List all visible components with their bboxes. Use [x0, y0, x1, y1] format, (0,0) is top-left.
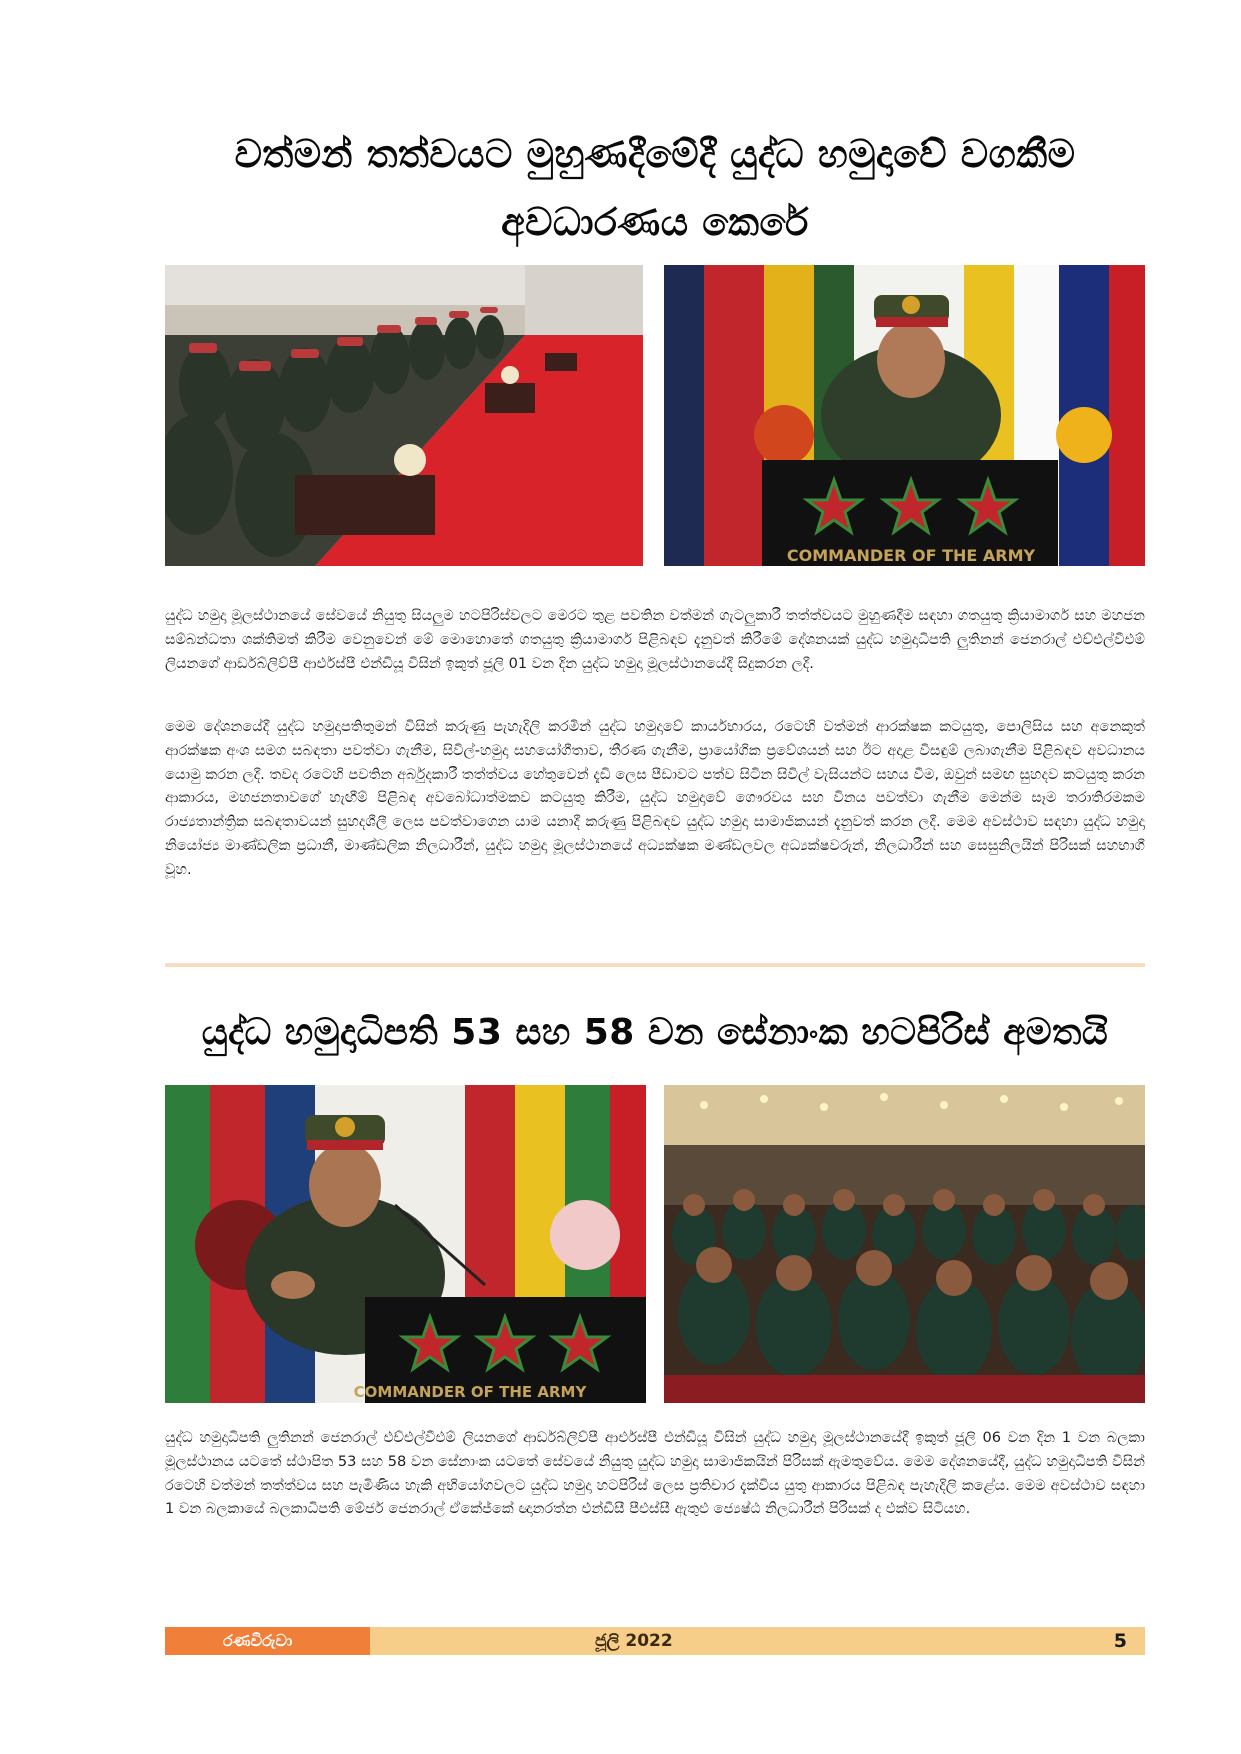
- article1-paragraph-2: මෙම දේශනයේදී යුද්ධ හමුදාපතිතුමන් විසින් කරුණු පැහැදිලි කරමින් යුද්ධ හමුදාවේ කාර්යභාරය, රටෙහි වත්මන් ආරක්ෂක කටයුතු, පොලිසිය සහ අනෙකුත් ආරක්ෂක අංශ සමග සබඳතා පවත්වා ගැනීම, සිවිල්-හමුදා සහයෝගීතාව, තීරණ ගැනීම, ප්‍රායෝගික ප්‍රවේශයන් සහ ඊට අදාළ විසඳුම් ලබාගැනීම පිළිබඳව අවධානය යොමු කරන ලදී. තවද රටෙහි පවතින අර්බුදකාරී තත්ත්වය හේතුවෙන් දැඩි ලෙස පීඩාවට පත්ව සිටින සිවිල් වැසියන්ට සහය වීම, ඔවුන් සමඟ සුහදව කටයුතු කරන ආකාරය, මහජනතාවගේ හැඟීම් පිළිබඳ අවබෝධාත්මකව කටයුතු කිරීම, යුද්ධ හමුදාවේ ගෞරවය සහ විනය පවත්වා ගැනීම මෙන්ම සෑම තරාතිරමකම රාජ්‍යතාන්ත්‍රික සබඳතාවයන් සුහදශීලී ලෙස පවත්වාගෙන යාම යනාදී කරුණු පිළිබඳව යුද්ධ හමුදා සාමාජිකයන් දැනුවත් කරන ලදී. මෙම අවස්ථාව සඳහා යුද්ධ හමුදා නියෝජ්‍ය මාණ්ඩලික ප්‍රධානී, මාණ්ඩලික නිලධාරීන්, යුද්ධ හමුදා මූලස්ථානයේ අධ්‍යක්ෂක මණ්ඩලවල අධ්‍යක්ෂවරුන්, නිලධාරීන් සහ සෙසුනිලයින් පිරිසක් සහභාගී වූහ.: [165, 718, 1145, 878]
- commander-podium-photo: [664, 265, 1145, 566]
- article-divider: [165, 963, 1145, 967]
- article2-paragraph: යුද්ධ හමුදාධිපති ලුතිනන් ජෙනරාල් එච්එල්වීඑම් ලියනගේ ආර්ඩබ්ලිව්පී ආර්එස්පී එන්ඩියූ විසින් යුද්ධ හමුදා මූලස්ථානයේදී ඉකුත් ජූලි 06 වන දින 1 වන බලකා මූලස්ථානය යටතේ ස්ථාපිත 53 සහ 58 වන සේනාංක යටතේ සේවයේ නියුතු යුද්ධ හමුදා සාමාජිකයින් පිරිසක් ඇමතුවේය. මෙම දේශනයේදී, යුද්ධ හමුදාධිපති විසින් රටෙහි වත්මන් තත්ත්වය සහ පැමිණිය හැකි අභියෝගවලට යුද්ධ හමුදා හටපිරිස් ලෙස ප්‍රතිචාර දැක්විය යුතු ආකාරය පිළිබඳ පැහැදිලි කළේය. මෙම අවස්ථාව සඳහා 1 වන බලකායේ බලකාධිපති මේජර් ජෙනරාල් ඒකේජ්කේ ඥානරත්න එන්ඩීසී පීඑස්සී ඇතුළු ජ්‍යෙෂ්ඨ නිලධාරීන් පිරිසක් ද එක්ව සිටියහ.: [165, 1429, 1145, 1518]
- article1-headline: වත්මන් තත්වයට මුහුණදීමේදී යුද්ධ හමුදාවේ වගකීම අවධාරණය කෙරේ: [234, 132, 1076, 244]
- article2-headline: යුද්ධ හමුදාධිපති 53 සහ 58 වන සේනාංක හටපිරිස් අමතයි: [201, 1012, 1109, 1053]
- troops-audience-photo: [664, 1085, 1145, 1403]
- footer-magazine-name: රණවිරුවා: [165, 1627, 370, 1655]
- officers-seated-photo: [165, 265, 643, 566]
- commander-speaking-photo: [165, 1085, 646, 1403]
- footer-page-number: 5: [1113, 1630, 1127, 1652]
- podium-sign-text-2: COMMANDER OF THE ARMY: [353, 1383, 587, 1401]
- footer-issue-date: ජූලි 2022: [595, 1631, 673, 1651]
- page-footer: [165, 1627, 1145, 1655]
- podium-sign-text-1: COMMANDER OF THE ARMY: [786, 546, 1036, 565]
- article1-paragraph-1: යුද්ධ හමුදා මූලස්ථානයේ සේවයේ නියුතු සියලුම හටපිරිස්වලට මෙරට තුළ පවතින වත්මන් ගැටලුකාරී තත්ත්වයට මුහුණදීම සඳහා ගතයුතු ක්‍රියාමාර්ග සහ මහජන සම්බන්ධතා ශක්තිමත් කිරීම වෙනුවෙන් මේ මොහොතේ ගතයුතු ක්‍රියාමාර්ග පිළිබඳව දැනුවත් කිරීමේ දේශනයක් යුද්ධ හමුදාධිපති ලුතිනන් ජෙනරාල් එච්එල්වීඑම් ලියනගේ ආර්ඩබ්ලිව්පී ආර්එස්පී එන්ඩියූ විසින් ඉකුත් ජූලි 01 වන දින යුද්ධ හමුදා මූලස්ථානයේදී සිදුකරන ලදී.: [165, 607, 1145, 672]
